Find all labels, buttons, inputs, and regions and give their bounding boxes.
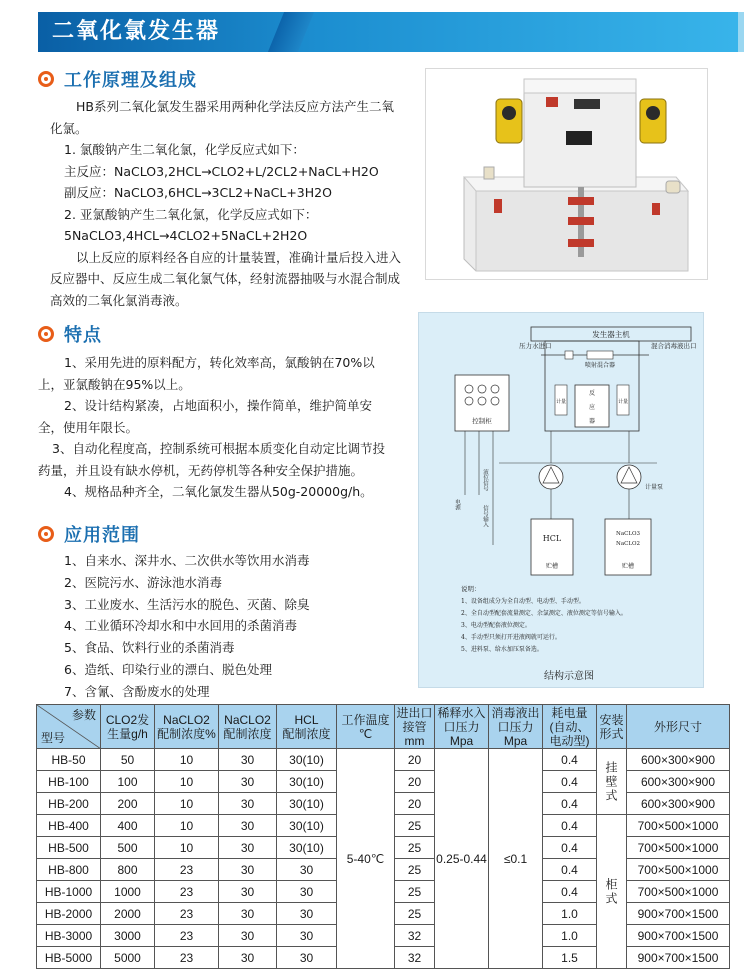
feature-2-cont: 全，使用年限长。 xyxy=(38,419,139,435)
col-header: 耗电量 (自动、 电动型) xyxy=(543,705,597,749)
table-cell: 30 xyxy=(219,925,277,947)
table-cell: 25 xyxy=(395,903,435,925)
table-cell: 0.4 xyxy=(543,771,597,793)
table-cell: 30 xyxy=(277,859,337,881)
tank-storage-label-2: 贮槽 xyxy=(621,563,635,570)
table-cell: 25 xyxy=(395,815,435,837)
principle-intro-cont: 化氯。 xyxy=(50,120,88,136)
table-cell: HB-100 xyxy=(37,771,101,793)
generator-illustration xyxy=(426,69,709,281)
table-cell: 700×500×1000 xyxy=(627,859,730,881)
table-cell: 32 xyxy=(395,947,435,969)
table-cell: 30(10) xyxy=(277,815,337,837)
col-header: 安装 形式 xyxy=(597,705,627,749)
page-title: 二氧化氯发生器 xyxy=(52,19,221,44)
table-cell: 23 xyxy=(155,881,219,903)
table-cell: 1.5 xyxy=(543,947,597,969)
applications-list xyxy=(64,550,404,703)
main-reaction: 主反应：NaCLO3,2HCL→CLO2+L/2CL2+NaCL+H2O xyxy=(64,163,379,179)
reaction-item-2: 2. 亚氯酸钠产生二氧化氯，化学反应式如下： xyxy=(64,206,318,222)
table-cell: 400 xyxy=(101,815,155,837)
application-item: 7、含氰、含酚废水的处理 xyxy=(64,683,210,699)
col-header: 稀释水入 口压力 Mpa xyxy=(435,705,489,749)
table-cell: 700×500×1000 xyxy=(627,815,730,837)
diagram-caption: 结构示意图 xyxy=(544,671,594,682)
section-heading-principle: 工作原理及组成 xyxy=(38,68,197,90)
table-cell: 10 xyxy=(155,793,219,815)
feature-2: 2、设计结构紧凑，占地面积小，操作简单，维护简单安 xyxy=(64,398,372,413)
table-cell: 0.4 xyxy=(543,749,597,771)
table-cell: 700×500×1000 xyxy=(627,837,730,859)
notes-title: 说明： xyxy=(461,585,481,593)
col-header: 外形尺寸 xyxy=(627,705,730,749)
corner-header: 参数 型号 xyxy=(37,705,101,749)
table-cell: 10 xyxy=(155,815,219,837)
application-item: 3、工业废水、生活污水的脱色、灭菌、除臭 xyxy=(64,596,310,612)
table-cell: 0.4 xyxy=(543,881,597,903)
table-cell: 23 xyxy=(155,947,219,969)
reaction-2: 5NaCLO3,4HCL→4CLO2+5NaCL+2H2O xyxy=(64,228,308,243)
tank-hcl-label: HCL xyxy=(542,534,562,543)
table-cell: 900×700×1500 xyxy=(627,903,730,925)
table-cell: 25 xyxy=(395,859,435,881)
table-cell: 30 xyxy=(219,749,277,771)
principle-intro: HB系列二氧化氯发生器采用两种化学法反应方法产生二氧 xyxy=(76,99,394,114)
table-cell: 0.4 xyxy=(543,793,597,815)
col-header: CLO2发 生量g/h xyxy=(101,705,155,749)
main-unit-label: 发生器主机 xyxy=(592,330,630,339)
ejector-label: 喷射混合器 xyxy=(584,362,616,369)
table-cell: 500 xyxy=(101,837,155,859)
table-cell: 0.4 xyxy=(543,815,597,837)
table-cell: 30(10) xyxy=(277,837,337,859)
process-desc-cont: 反应器中、反应生成二氧化氯气体，经射流器抽吸与水混合制成 xyxy=(50,271,401,286)
application-item: 4、工业循环冷却水和中水回用的杀菌消毒 xyxy=(64,618,297,634)
table-cell: HB-500 xyxy=(37,837,101,859)
note-item: 5、进料泵、给水加压泵备选。 xyxy=(461,646,543,653)
table-cell: 0.4 xyxy=(543,859,597,881)
spec-table xyxy=(36,704,730,969)
reactor-label-a: 反 xyxy=(588,390,596,397)
table-cell: 30 xyxy=(219,837,277,859)
table-cell: 1.0 xyxy=(543,925,597,947)
section-heading-features: 特点 xyxy=(38,323,102,345)
table-cell: 32 xyxy=(395,925,435,947)
table-cell: 1000 xyxy=(101,881,155,903)
pump-label: 计量泵 xyxy=(645,484,664,491)
table-cell: 23 xyxy=(155,925,219,947)
table-cell: 1.0 xyxy=(543,903,597,925)
table-cell: 0.4 xyxy=(543,837,597,859)
table-header-row xyxy=(37,705,730,749)
cabinet-label: 控制柜 xyxy=(472,417,492,425)
table-cell: HB-50 xyxy=(37,749,101,771)
col-header: HCL 配制浓度 xyxy=(277,705,337,749)
col-header: 进出口 接管 mm xyxy=(396,705,433,748)
table-cell: 900×700×1500 xyxy=(627,947,730,969)
note-item: 2、全自动型配套流量测定、余氯测定、液位测定等信号输入。 xyxy=(461,610,627,617)
table-cell: 600×300×900 xyxy=(627,749,730,771)
table-cell: 30 xyxy=(219,793,277,815)
table-row xyxy=(37,749,730,771)
table-cell: 5-40℃ xyxy=(337,749,395,969)
table-cell: 30 xyxy=(219,881,277,903)
table-cell: 100 xyxy=(101,771,155,793)
table-cell: 30(10) xyxy=(277,793,337,815)
bullet-ring-icon xyxy=(38,326,54,342)
bullet-ring-icon xyxy=(38,71,54,87)
table-cell: 0.25-0.44 xyxy=(435,749,489,969)
col-header: 消毒液出 口压力 Mpa xyxy=(489,705,543,749)
section-heading-applications: 应用范围 xyxy=(38,523,140,545)
table-cell: 20 xyxy=(395,749,435,771)
table-cell: 30 xyxy=(219,815,277,837)
page-header xyxy=(38,12,744,52)
structure-diagram xyxy=(418,312,704,688)
table-cell: HB-800 xyxy=(37,859,101,881)
table-cell: 900×700×1500 xyxy=(627,925,730,947)
table-cell: 30 xyxy=(277,947,337,969)
tank-naclo2-label: NaCLO2 xyxy=(616,541,640,547)
table-cell: 600×300×900 xyxy=(627,793,730,815)
features-text xyxy=(38,352,418,503)
product-photo xyxy=(425,68,708,280)
col-header: 工作温度 ℃ xyxy=(337,705,395,749)
tank-storage-label: 贮槽 xyxy=(545,563,559,570)
note-item: 1、设备组成分为全自动型、电动型、手动型。 xyxy=(461,598,585,605)
water-in-label: 压力水进口 xyxy=(519,342,552,350)
table-cell: 25 xyxy=(395,881,435,903)
table-cell: HB-1000 xyxy=(37,881,101,903)
table-cell: 800 xyxy=(101,859,155,881)
table-cell: 2000 xyxy=(101,903,155,925)
process-desc: 以上反应的原料经各自应的计量装置，准确计量后投入进入 xyxy=(76,249,402,265)
table-cell: 30 xyxy=(219,903,277,925)
table-cell: HB-200 xyxy=(37,793,101,815)
application-item: 2、医院污水、游泳池水消毒 xyxy=(64,574,222,590)
table-cell: 30 xyxy=(219,771,277,793)
table-cell: HB-3000 xyxy=(37,925,101,947)
table-cell: 50 xyxy=(101,749,155,771)
table-cell: 10 xyxy=(155,771,219,793)
table-cell: 23 xyxy=(155,859,219,881)
table-cell: 5000 xyxy=(101,947,155,969)
table-cell: 600×300×900 xyxy=(627,771,730,793)
process-desc-end: 高效的二氧化氯消毒液。 xyxy=(50,292,188,308)
table-cell: 30 xyxy=(219,947,277,969)
table-cell: 20 xyxy=(395,793,435,815)
table-cell: 30 xyxy=(219,859,277,881)
table-cell: 23 xyxy=(155,903,219,925)
meter-label-right: 计量 xyxy=(617,399,629,405)
reactor-label-c: 器 xyxy=(588,418,596,425)
table-cell: HB-5000 xyxy=(37,947,101,969)
table-cell: 30(10) xyxy=(277,771,337,793)
table-cell: 10 xyxy=(155,837,219,859)
table-cell: 30 xyxy=(277,903,337,925)
col-header: NaCLO2 配制浓度 xyxy=(219,705,277,749)
table-cell: 700×500×1000 xyxy=(627,881,730,903)
table-cell: 30 xyxy=(277,881,337,903)
bullet-ring-icon xyxy=(38,526,54,542)
col-header: NaCLO2 配制浓度% xyxy=(155,705,219,749)
table-cell: 25 xyxy=(395,837,435,859)
level-signal-label: 液位信号 xyxy=(482,469,488,491)
table-cell: 20 xyxy=(395,771,435,793)
signal-input-label: 信号输入 xyxy=(482,505,488,527)
table-cell: 30(10) xyxy=(277,749,337,771)
reactor-label-b: 应 xyxy=(588,404,596,411)
principle-text xyxy=(50,96,420,311)
table-cell: 30 xyxy=(277,925,337,947)
feature-1: 1、采用先进的原料配方，转化效率高，氯酸钠在70%以 xyxy=(64,355,375,370)
mix-out-label: 混合消毒液出口 xyxy=(651,342,697,350)
table-cell: 3000 xyxy=(101,925,155,947)
table-cell: 10 xyxy=(155,749,219,771)
application-item: 6、造纸、印染行业的漂白、脱色处理 xyxy=(64,661,272,677)
table-cell: HB-2000 xyxy=(37,903,101,925)
feature-4: 4、规格品种齐全，二氧化氯发生器从50g-20000g/h。 xyxy=(64,484,373,499)
table-cell: ≤0.1 xyxy=(489,749,543,969)
feature-1-cont: 上，亚氯酸钠在95%以上。 xyxy=(38,376,191,392)
application-item: 5、食品、饮料行业的杀菌消毒 xyxy=(64,640,235,656)
note-item: 3、电动型配套液位测定。 xyxy=(461,622,531,629)
application-item: 1、自来水、深井水、二次供水等饮用水消毒 xyxy=(64,553,310,568)
tank-naclo3-label: NaCLO3 xyxy=(616,531,640,537)
feature-3-cont: 药量，并且设有缺水停机，无药停机等各种安全保护措施。 xyxy=(38,462,364,478)
power-label: 电源 xyxy=(454,499,460,510)
reaction-item-1: 1. 氯酸钠产生二氧化氯，化学反应式如下： xyxy=(64,142,305,157)
table-cell: HB-400 xyxy=(37,815,101,837)
table-cell: 挂壁式 xyxy=(597,749,627,815)
feature-3: 3、自动化程度高，控制系统可根据本质变化自动定比调节投 xyxy=(52,441,385,456)
table-cell: 200 xyxy=(101,793,155,815)
table-cell: 柜式 xyxy=(597,815,627,969)
meter-label-left: 计量 xyxy=(555,399,567,405)
side-reaction: 副反应：NaCLO3,6HCL→3CL2+NaCL+3H2O xyxy=(64,185,332,200)
note-item: 4、手动型只须打开进液阀就可运行。 xyxy=(461,634,561,641)
